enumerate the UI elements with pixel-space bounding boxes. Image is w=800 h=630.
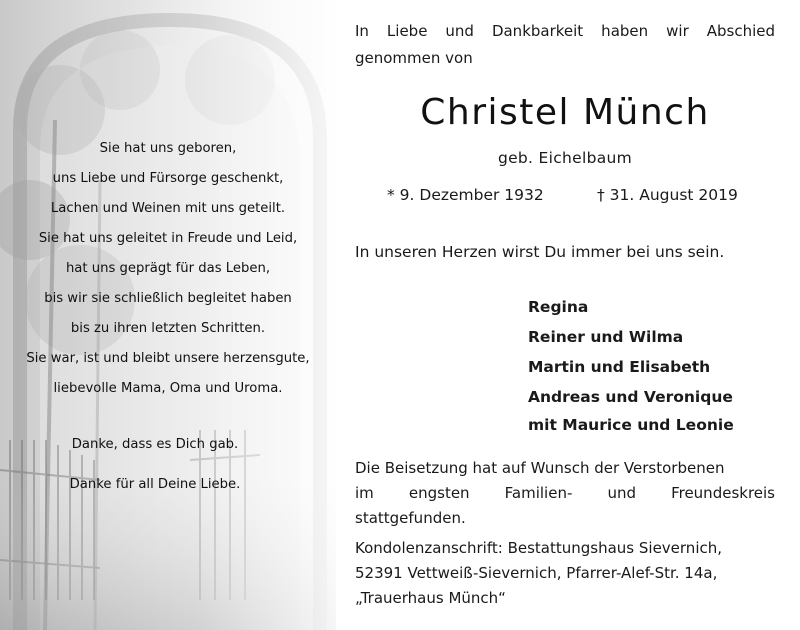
poem-line: liebevolle Mama, Oma und Uroma. [53,381,283,396]
intro-line: In Liebe und Dankbarkeit haben wir Abschied [355,22,775,40]
intro-line: genommen von [355,49,473,67]
poem [0,134,336,404]
birth-date: * 9. Dezember 1932 [387,186,544,204]
thanks [0,425,310,505]
motto: In unseren Herzen wirst Du immer bei uns sein. [355,243,725,261]
condolence-line: Kondolenzanschrift: Bestattungshaus Sievernich, [355,539,723,557]
family-member: Regina [528,298,589,316]
death-date: † 31. August 2019 [597,186,738,204]
burial-line: Die Beisetzung hat auf Wunsch der Verstorbenen [355,459,725,477]
poem-line: Lachen und Weinen mit uns geteilt. [50,201,286,216]
condolence-address [355,536,775,611]
poem-line: Sie hat uns geboren, [99,141,237,156]
poem-line: bis wir sie schließlich begleitet haben [44,291,292,306]
family-member: Andreas und Veronique [528,388,733,406]
condolence-line: „Trauerhaus Münch“ [355,589,506,607]
condolence-line: 52391 Vettweiß-Sievernich, Pfarrer-Alef-Str. 14a, [355,564,718,582]
poem-line: bis zu ihren letzten Schritten. [70,321,266,336]
maiden-name: geb. Eichelbaum [497,149,633,167]
poem-line: hat uns geprägt für das Leben, [65,261,271,276]
burial-notice [355,456,775,531]
poem-line: Sie war, ist und bleibt unsere herzensgute, [26,351,310,366]
thanks-line: Danke, dass es Dich gab. [71,437,239,452]
family-list [528,292,788,438]
background-photo-panel [0,0,336,630]
poem-line: uns Liebe und Fürsorge geschenkt, [52,171,284,186]
poem-line: Sie hat uns geleitet in Freude und Leid, [38,231,298,246]
intro-text [355,18,775,72]
deceased-name: Christel Münch [420,92,710,133]
burial-line: im engsten Familien- und Freundeskreis [355,484,775,502]
family-member: Reiner und Wilma [528,328,684,346]
thanks-line: Danke für all Deine Liebe. [69,477,241,492]
family-member: Martin und Elisabeth [528,358,711,376]
burial-line: stattgefunden. [355,509,466,527]
family-member: mit Maurice und Leonie [528,416,734,434]
